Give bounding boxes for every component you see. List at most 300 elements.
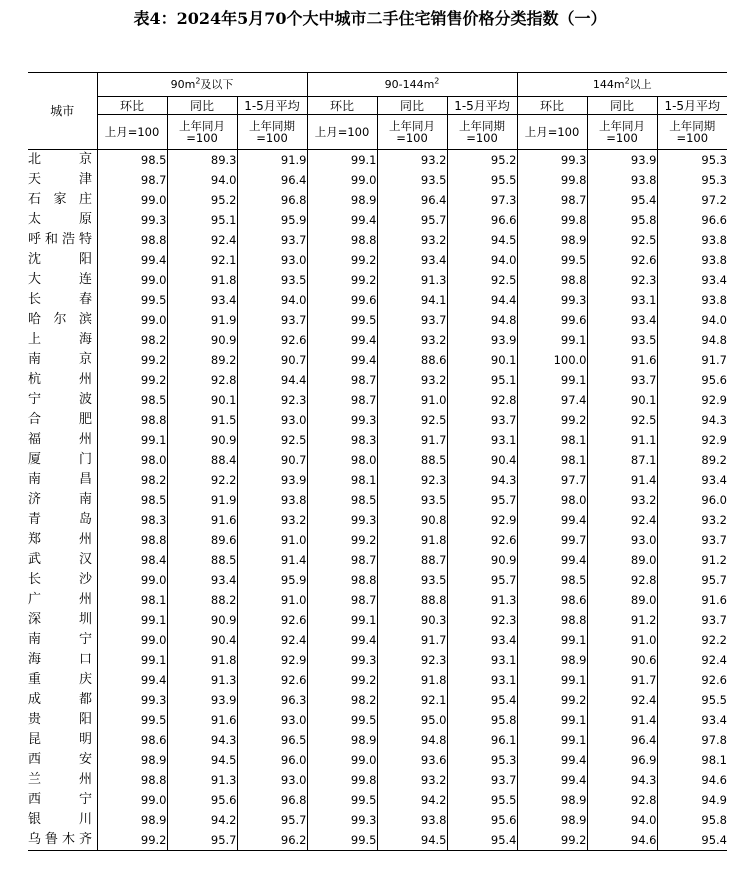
index-value: 93.2	[377, 370, 447, 390]
city-name	[28, 810, 97, 830]
index-value: 91.4	[237, 550, 307, 570]
city-name-text: 沈阳	[28, 252, 92, 267]
index-value: 99.8	[307, 770, 377, 790]
index-value: 93.2	[377, 770, 447, 790]
index-value: 91.0	[237, 590, 307, 610]
index-value: 94.3	[167, 730, 237, 750]
index-value: 92.4	[657, 650, 727, 670]
index-value: 96.1	[447, 730, 517, 750]
index-value: 99.0	[307, 750, 377, 770]
index-value: 89.0	[587, 590, 657, 610]
index-value: 95.2	[447, 150, 517, 171]
index-value: 99.5	[97, 710, 167, 730]
city-name	[28, 210, 97, 230]
index-value: 95.3	[657, 170, 727, 190]
sub-header: 1-5月平均	[237, 97, 307, 115]
sub-header: 1-5月平均	[447, 97, 517, 115]
base-header-line: 上月=100	[314, 125, 370, 139]
city-name	[28, 290, 97, 310]
index-value: 99.2	[517, 410, 587, 430]
index-value: 99.5	[307, 830, 377, 851]
index-value: 97.7	[517, 470, 587, 490]
city-name	[28, 590, 97, 610]
index-value: 93.8	[657, 250, 727, 270]
index-value: 94.6	[657, 770, 727, 790]
index-value: 99.4	[97, 250, 167, 270]
city-name	[28, 350, 97, 370]
base-header-line: 上月=100	[104, 125, 160, 139]
table-row	[28, 550, 727, 570]
index-value: 96.0	[237, 750, 307, 770]
index-value: 94.3	[587, 770, 657, 790]
index-value: 94.5	[377, 830, 447, 851]
index-value: 98.0	[307, 450, 377, 470]
index-value: 93.7	[237, 310, 307, 330]
index-value: 98.9	[517, 650, 587, 670]
index-value: 91.2	[587, 610, 657, 630]
index-value: 95.8	[587, 210, 657, 230]
index-value: 95.7	[657, 570, 727, 590]
index-value: 99.0	[97, 630, 167, 650]
index-value: 92.2	[167, 470, 237, 490]
index-value: 98.8	[97, 230, 167, 250]
index-value: 99.1	[517, 370, 587, 390]
index-value: 99.2	[307, 270, 377, 290]
index-value: 99.3	[307, 510, 377, 530]
index-value: 93.4	[657, 270, 727, 290]
index-value: 95.7	[447, 490, 517, 510]
index-value: 95.2	[167, 190, 237, 210]
table-row	[28, 210, 727, 230]
index-value: 92.8	[587, 790, 657, 810]
index-value: 90.8	[377, 510, 447, 530]
index-value: 97.2	[657, 190, 727, 210]
index-value: 98.2	[97, 470, 167, 490]
index-value: 98.6	[97, 730, 167, 750]
index-value: 93.5	[377, 170, 447, 190]
index-value: 90.4	[447, 450, 517, 470]
index-value: 96.8	[237, 190, 307, 210]
index-value: 91.6	[167, 710, 237, 730]
index-value: 93.5	[237, 270, 307, 290]
index-value: 92.5	[587, 410, 657, 430]
index-value: 98.9	[307, 730, 377, 750]
table-row	[28, 790, 727, 810]
index-value: 93.7	[587, 370, 657, 390]
city-name-text: 石家庄	[28, 192, 92, 207]
table-row	[28, 190, 727, 210]
base-header-line: =100	[466, 131, 498, 145]
index-value: 92.6	[237, 670, 307, 690]
index-value: 93.4	[377, 250, 447, 270]
index-value: 96.9	[587, 750, 657, 770]
index-value: 90.6	[587, 650, 657, 670]
index-value: 95.7	[377, 210, 447, 230]
index-value: 95.8	[447, 710, 517, 730]
index-value: 93.7	[377, 310, 447, 330]
city-name-text: 呼和浩特	[28, 232, 92, 247]
index-value: 92.9	[657, 430, 727, 450]
index-value: 95.5	[447, 790, 517, 810]
base-header-line: =100	[606, 131, 638, 145]
table-row	[28, 330, 727, 350]
table-row	[28, 250, 727, 270]
index-value: 92.9	[237, 650, 307, 670]
table-row	[28, 390, 727, 410]
city-name-text: 深圳	[28, 612, 92, 627]
index-value: 98.1	[97, 590, 167, 610]
index-value: 93.7	[237, 230, 307, 250]
city-name-text: 贵阳	[28, 712, 92, 727]
index-value: 99.5	[97, 290, 167, 310]
index-value: 96.2	[237, 830, 307, 851]
index-value: 91.8	[167, 650, 237, 670]
city-name	[28, 170, 97, 190]
city-name	[28, 570, 97, 590]
index-value: 98.8	[97, 410, 167, 430]
index-value: 94.0	[657, 310, 727, 330]
index-value: 89.2	[167, 350, 237, 370]
index-value: 98.5	[517, 570, 587, 590]
city-name-text: 长春	[28, 292, 92, 307]
city-name-text: 上海	[28, 332, 92, 347]
index-value: 93.6	[377, 750, 447, 770]
index-value: 94.0	[237, 290, 307, 310]
base-header	[657, 115, 727, 150]
index-value: 95.5	[657, 690, 727, 710]
index-value: 93.8	[657, 290, 727, 310]
index-value: 92.1	[377, 690, 447, 710]
index-value: 90.9	[167, 610, 237, 630]
index-value: 99.1	[517, 710, 587, 730]
city-name-text: 银川	[28, 812, 92, 827]
table-row	[28, 630, 727, 650]
index-value: 93.9	[237, 470, 307, 490]
index-value: 88.7	[377, 550, 447, 570]
index-value: 93.8	[237, 490, 307, 510]
index-value: 95.4	[657, 830, 727, 851]
base-header	[97, 115, 167, 150]
city-name	[28, 610, 97, 630]
table-row	[28, 270, 727, 290]
index-value: 92.8	[587, 570, 657, 590]
index-value: 91.3	[167, 670, 237, 690]
index-value: 99.1	[97, 610, 167, 630]
table-row	[28, 810, 727, 830]
index-value: 98.7	[307, 550, 377, 570]
index-value: 94.0	[447, 250, 517, 270]
index-value: 91.4	[587, 470, 657, 490]
index-value: 87.1	[587, 450, 657, 470]
city-name-text: 兰州	[28, 772, 92, 787]
sub-header: 同比	[167, 97, 237, 115]
index-value: 92.3	[377, 650, 447, 670]
index-value: 93.4	[587, 310, 657, 330]
index-value: 91.7	[657, 350, 727, 370]
index-value: 93.1	[447, 430, 517, 450]
index-value: 93.4	[657, 470, 727, 490]
index-value: 93.0	[237, 250, 307, 270]
index-value: 94.8	[447, 310, 517, 330]
index-value: 93.2	[237, 510, 307, 530]
index-value: 92.9	[447, 510, 517, 530]
index-value: 99.3	[307, 650, 377, 670]
city-name	[28, 250, 97, 270]
table-row	[28, 650, 727, 670]
index-value: 99.4	[517, 550, 587, 570]
index-value: 99.2	[307, 530, 377, 550]
index-value: 98.8	[307, 230, 377, 250]
index-value: 93.8	[377, 810, 447, 830]
index-value: 91.7	[377, 630, 447, 650]
index-value: 93.7	[447, 770, 517, 790]
base-header	[307, 115, 377, 150]
city-name-text: 合肥	[28, 412, 92, 427]
sub-header: 环比	[307, 97, 377, 115]
index-value: 99.8	[517, 210, 587, 230]
index-value: 99.6	[307, 290, 377, 310]
index-value: 92.5	[587, 230, 657, 250]
index-value: 94.6	[587, 830, 657, 851]
base-header-line: =100	[676, 131, 709, 145]
city-name-text: 福州	[28, 432, 92, 447]
table-row	[28, 290, 727, 310]
index-value: 94.9	[657, 790, 727, 810]
index-value: 89.2	[657, 450, 727, 470]
city-name-text: 长沙	[28, 572, 92, 587]
price-index-table	[28, 72, 727, 851]
index-value: 99.3	[97, 210, 167, 230]
index-value: 99.1	[517, 330, 587, 350]
table-row	[28, 510, 727, 530]
base-header-line: =100	[186, 131, 218, 145]
city-name	[28, 330, 97, 350]
sub-header: 1-5月平均	[657, 97, 727, 115]
index-value: 92.4	[237, 630, 307, 650]
base-header-line: 上年同月	[179, 119, 225, 133]
city-name	[28, 550, 97, 570]
index-value: 99.1	[307, 150, 377, 171]
index-value: 92.6	[657, 670, 727, 690]
city-name-text: 南京	[28, 352, 92, 367]
index-value: 95.1	[167, 210, 237, 230]
index-value: 96.6	[657, 210, 727, 230]
index-value: 91.3	[167, 770, 237, 790]
index-value: 90.7	[237, 350, 307, 370]
city-name	[28, 230, 97, 250]
city-name-text: 天津	[28, 172, 92, 187]
index-value: 93.7	[447, 410, 517, 430]
index-value: 98.6	[517, 590, 587, 610]
index-value: 93.5	[587, 330, 657, 350]
index-value: 99.1	[97, 430, 167, 450]
index-value: 91.1	[587, 430, 657, 450]
index-value: 91.0	[237, 530, 307, 550]
index-value: 91.3	[447, 590, 517, 610]
city-name-text: 哈尔滨	[28, 312, 92, 327]
city-name-text: 武汉	[28, 552, 92, 567]
table-row	[28, 230, 727, 250]
index-value: 93.9	[447, 330, 517, 350]
index-value: 98.5	[97, 390, 167, 410]
index-value: 94.0	[167, 170, 237, 190]
index-value: 93.9	[167, 690, 237, 710]
index-value: 93.7	[657, 610, 727, 630]
index-value: 99.4	[307, 330, 377, 350]
table-row	[28, 370, 727, 390]
index-value: 91.8	[377, 670, 447, 690]
index-value: 99.3	[307, 410, 377, 430]
base-header-line: 上年同月	[599, 119, 645, 133]
index-value: 93.1	[587, 290, 657, 310]
city-name-text: 南昌	[28, 472, 92, 487]
city-name-text: 西安	[28, 752, 92, 767]
index-value: 99.3	[517, 150, 587, 171]
index-value: 98.3	[97, 510, 167, 530]
table-row	[28, 310, 727, 330]
index-value: 96.4	[237, 170, 307, 190]
index-value: 90.4	[167, 630, 237, 650]
index-value: 95.3	[657, 150, 727, 171]
index-value: 91.8	[167, 270, 237, 290]
index-value: 95.4	[447, 830, 517, 851]
city-name	[28, 450, 97, 470]
index-value: 99.4	[517, 510, 587, 530]
city-name	[28, 370, 97, 390]
sub-header: 同比	[587, 97, 657, 115]
base-header-line: 上年同期	[249, 119, 295, 133]
index-value: 88.8	[377, 590, 447, 610]
city-name	[28, 750, 97, 770]
index-value: 93.0	[237, 410, 307, 430]
index-value: 93.4	[447, 630, 517, 650]
city-name	[28, 510, 97, 530]
index-value: 91.0	[587, 630, 657, 650]
index-value: 99.2	[97, 830, 167, 851]
city-name-text: 大连	[28, 272, 92, 287]
city-name-text: 南宁	[28, 632, 92, 647]
index-value: 99.2	[517, 830, 587, 851]
table-row	[28, 450, 727, 470]
index-value: 92.4	[587, 510, 657, 530]
city-name	[28, 630, 97, 650]
index-value: 92.8	[447, 390, 517, 410]
base-header-line: 上年同期	[669, 119, 716, 133]
city-name-text: 济南	[28, 492, 92, 507]
index-value: 98.9	[307, 190, 377, 210]
index-value: 99.4	[307, 630, 377, 650]
index-value: 98.7	[97, 170, 167, 190]
index-value: 94.8	[657, 330, 727, 350]
index-value: 95.9	[237, 570, 307, 590]
table-row	[28, 750, 727, 770]
index-value: 92.3	[447, 610, 517, 630]
city-name-text: 成都	[28, 692, 92, 707]
index-value: 94.3	[657, 410, 727, 430]
index-value: 93.0	[587, 530, 657, 550]
index-value: 91.0	[377, 390, 447, 410]
index-value: 95.8	[657, 810, 727, 830]
index-value: 92.5	[377, 410, 447, 430]
index-value: 95.4	[587, 190, 657, 210]
index-value: 92.3	[377, 470, 447, 490]
index-value: 99.3	[97, 690, 167, 710]
index-value: 91.9	[167, 310, 237, 330]
index-value: 98.9	[97, 810, 167, 830]
city-name-text: 重庆	[28, 672, 92, 687]
index-value: 88.2	[167, 590, 237, 610]
index-value: 90.7	[237, 450, 307, 470]
base-header	[167, 115, 237, 150]
table-row	[28, 570, 727, 590]
index-value: 93.9	[587, 150, 657, 171]
table-row	[28, 350, 727, 370]
city-name	[28, 530, 97, 550]
index-value: 97.3	[447, 190, 517, 210]
index-value: 90.1	[167, 390, 237, 410]
index-value: 99.2	[307, 250, 377, 270]
city-name-text: 西宁	[28, 792, 92, 807]
index-value: 91.6	[167, 510, 237, 530]
index-value: 92.5	[447, 270, 517, 290]
index-value: 99.0	[307, 170, 377, 190]
city-name-text: 太原	[28, 212, 92, 227]
index-value: 88.4	[167, 450, 237, 470]
index-value: 98.7	[517, 190, 587, 210]
index-value: 91.5	[167, 410, 237, 430]
index-value: 93.7	[657, 530, 727, 550]
index-value: 93.5	[377, 570, 447, 590]
index-value: 99.0	[97, 310, 167, 330]
index-value: 94.8	[377, 730, 447, 750]
index-value: 99.2	[97, 370, 167, 390]
index-value: 90.1	[587, 390, 657, 410]
index-value: 93.5	[377, 490, 447, 510]
index-value: 99.0	[97, 790, 167, 810]
index-value: 94.5	[167, 750, 237, 770]
base-header	[517, 115, 587, 150]
city-name	[28, 690, 97, 710]
index-value: 98.8	[97, 770, 167, 790]
index-value: 89.6	[167, 530, 237, 550]
index-value: 91.3	[377, 270, 447, 290]
index-value: 95.6	[447, 810, 517, 830]
index-value: 99.2	[517, 690, 587, 710]
index-value: 93.0	[237, 770, 307, 790]
index-value: 93.2	[377, 330, 447, 350]
index-value: 98.0	[97, 450, 167, 470]
index-value: 93.2	[587, 490, 657, 510]
city-name	[28, 670, 97, 690]
index-value: 93.1	[447, 650, 517, 670]
index-value: 91.7	[587, 670, 657, 690]
index-value: 90.9	[447, 550, 517, 570]
index-value: 98.7	[307, 390, 377, 410]
index-value: 93.4	[657, 710, 727, 730]
table-row	[28, 590, 727, 610]
index-value: 91.9	[237, 150, 307, 171]
group-header-small: $90m^2$及以下	[97, 73, 307, 97]
index-value: 95.6	[167, 790, 237, 810]
index-value: 88.5	[167, 550, 237, 570]
index-value: 96.8	[237, 790, 307, 810]
index-value: 95.7	[167, 830, 237, 851]
city-name-text: 厦门	[28, 452, 92, 467]
index-value: 96.6	[447, 210, 517, 230]
index-value: 91.8	[377, 530, 447, 550]
index-value: 94.3	[447, 470, 517, 490]
index-value: 95.9	[237, 210, 307, 230]
